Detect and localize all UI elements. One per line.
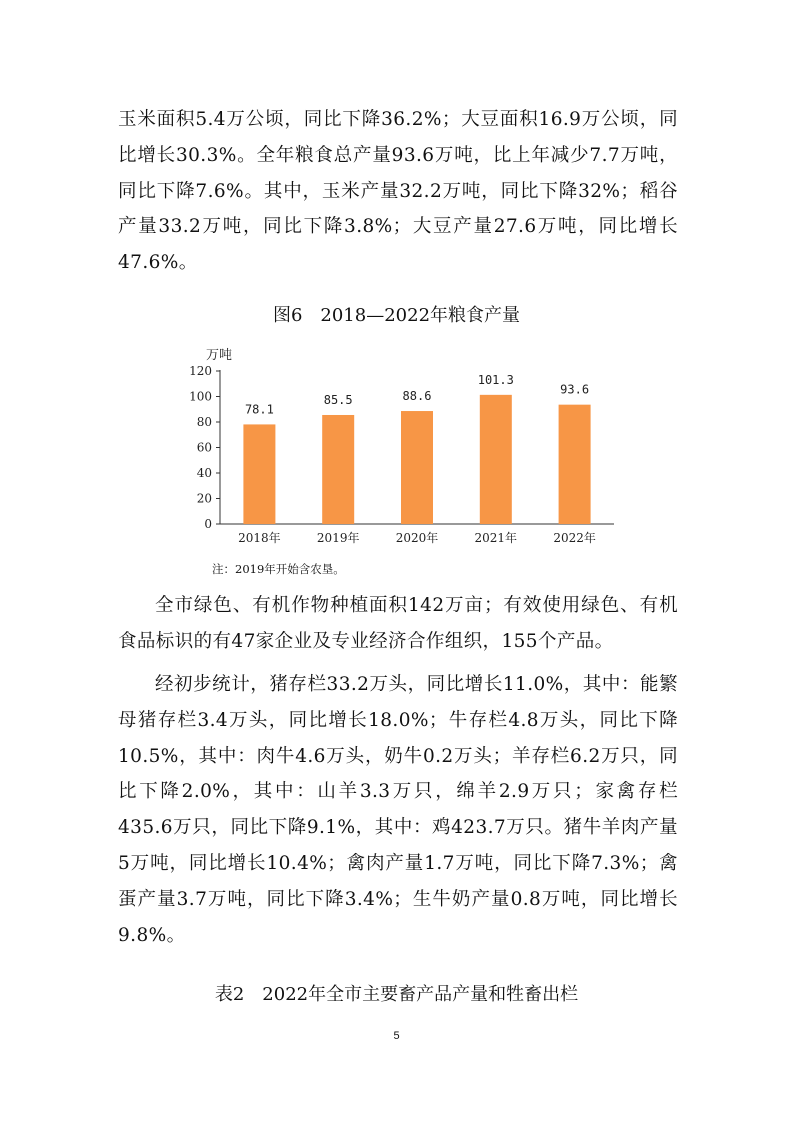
bar-3 — [401, 411, 433, 524]
table-caption: 表2 2022年全市主要畜产品产量和牲畜出栏 — [214, 984, 579, 1005]
x-category-label: 2021年 — [474, 531, 518, 545]
y-tick-label: 100 — [189, 389, 212, 404]
y-tick-label: 40 — [196, 466, 212, 480]
paragraph-grain-output: 玉米面积5.4万公顷，同比下降36.2%；大豆面积16.9万公顷，同比增长30.3%。全年粮食总产量93.6万吨，比上年减少7.7万吨，同比下降7.6%。其中，玉米产量32.2万吨，同比下降32%；稻谷产量33.2万吨，同比下降3.8%；大豆产量27.6万吨，同比增长47.6%。 — [118, 109, 678, 274]
x-category-label: 2022年 — [553, 531, 596, 545]
y-tick-label: 20 — [196, 491, 212, 506]
paragraph-green-organic: 全市绿色、有机作物种植面积142万亩；有效使用绿色、有机食品标识的有47家企业及专业经济合作组织，155个产品。 — [118, 595, 678, 652]
y-tick-label: 60 — [196, 440, 212, 455]
y-tick-label: 120 — [189, 364, 212, 378]
x-category-label: 2019年 — [316, 531, 360, 545]
x-category-label: 2020年 — [395, 531, 439, 545]
bar-value-label: 101.3 — [477, 372, 514, 387]
bar-value-label: 88.6 — [402, 389, 432, 404]
y-axis-unit-label: 万吨 — [206, 348, 233, 363]
page-number: 5 — [393, 1030, 400, 1042]
y-tick-label: 0 — [204, 517, 212, 531]
paragraph-livestock: 经初步统计，猪存栏33.2万头，同比增长11.0%，其中：能繁母猪存栏3.4万头，同比增长18.0%；牛存栏4.8万头，同比下降10.5%，其中：肉牛4.6万头，奶牛0.2万头；羊存栏6.2万只，同比下降2.0%，其中：山羊3.3万只，绵羊2.9万只；家禽存栏435.6万只，同比下降9.1%，其中：鸡423.7万只。猪牛羊肉产量5万吨，同比增长10.4%；禽肉产量1.7万吨，同比下降7.3%；禽蛋产量3.7万吨，同比下降3.4%；生牛奶产量0.8万吨，同比增长9.8%。 — [118, 674, 678, 946]
bar-2 — [322, 415, 354, 524]
bar-5 — [559, 405, 591, 524]
bar-value-label: 93.6 — [560, 382, 590, 397]
grain-output-bar-chart — [150, 335, 620, 560]
x-category-label: 2018年 — [238, 531, 281, 545]
figure-caption: 图6 2018—2022年粮食产量 — [272, 305, 521, 326]
y-tick-label: 80 — [196, 415, 212, 429]
chart-bars — [243, 373, 590, 524]
chart-footnote: 注：2019年开始含农垦。 — [212, 562, 345, 576]
bar-4 — [480, 395, 512, 524]
bar-value-label: 85.5 — [323, 392, 353, 407]
bar-1 — [243, 424, 275, 524]
bar-value-label: 78.1 — [244, 402, 274, 417]
